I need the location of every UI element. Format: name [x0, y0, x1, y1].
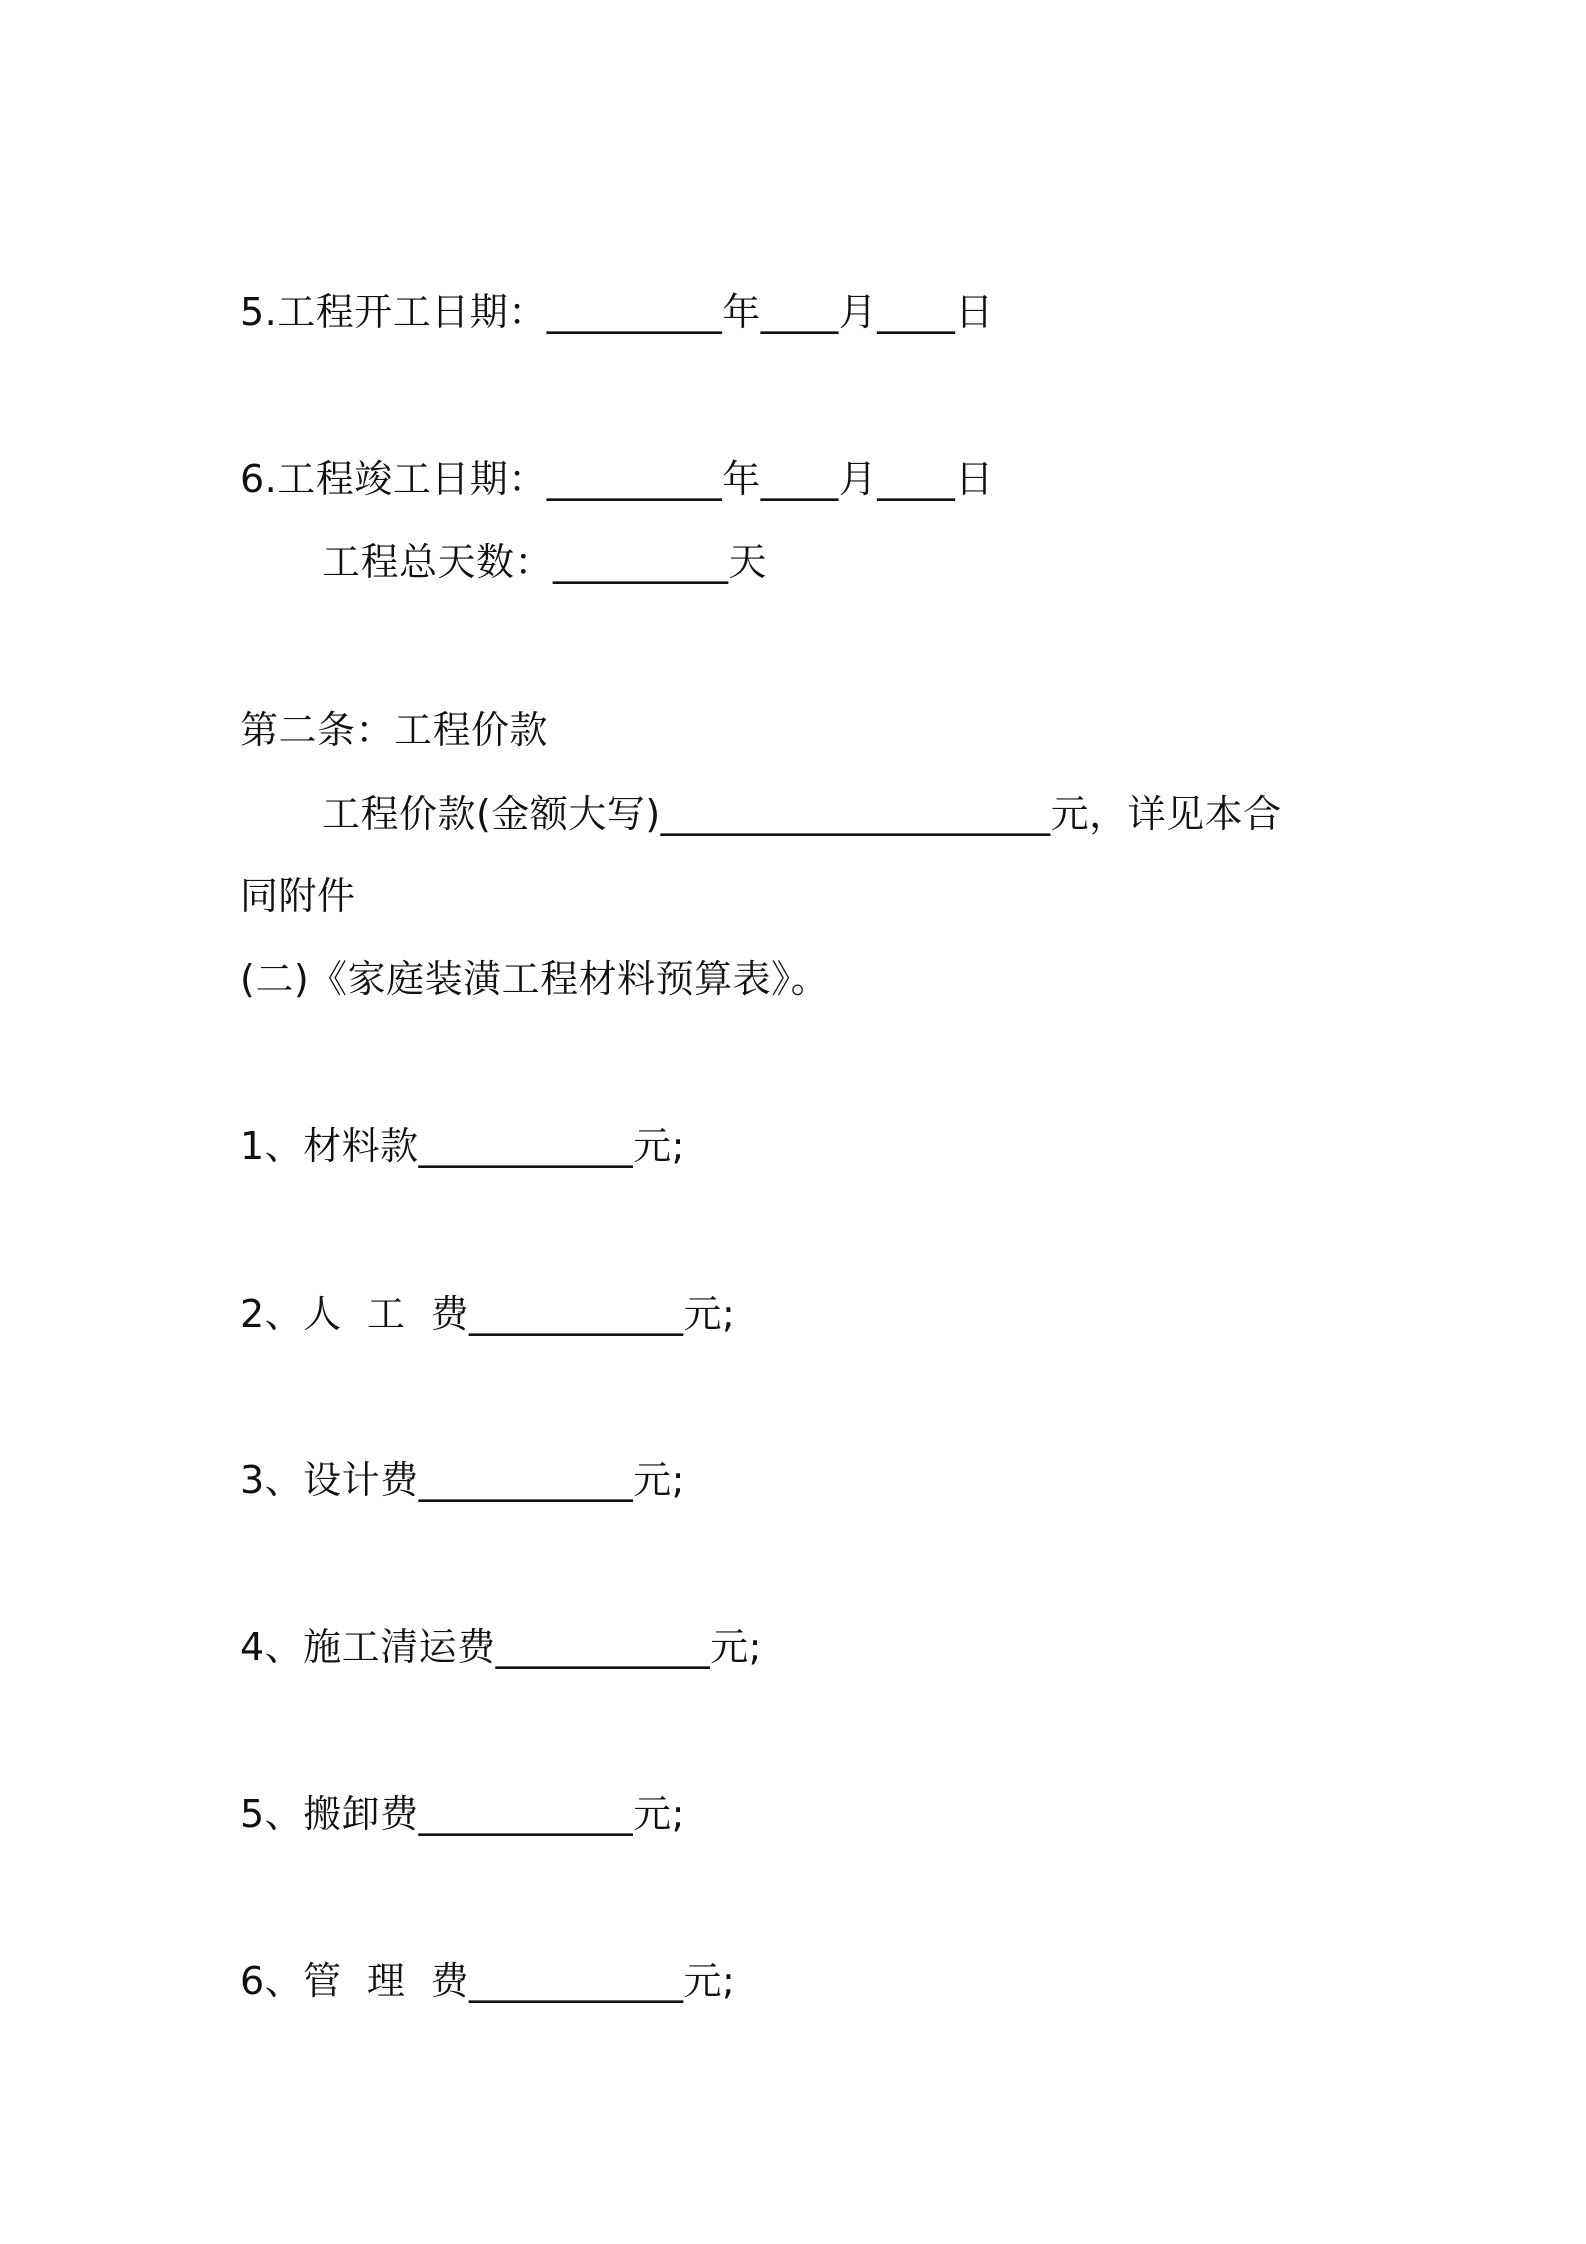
cost-item-materials: 1、材料款___________元; — [240, 1124, 685, 1168]
total-days-line: 工程总天数：_________天 — [322, 540, 768, 584]
cost-item-design: 3、设计费___________元; — [240, 1458, 685, 1502]
cost-item-moving: 5、搬卸费___________元; — [240, 1792, 685, 1836]
cost-item-labor: 2、人 工 费___________元; — [240, 1292, 736, 1336]
completion-date-line: 6.工程竣工日期：_________年____月____日 — [240, 457, 994, 501]
project-price-continuation: 同附件 — [240, 874, 356, 918]
project-price-line: 工程价款(金额大写)____________________元，详见本合 — [322, 792, 1282, 836]
materials-budget-title: (二)《家庭装潢工程材料预算表》。 — [240, 957, 830, 1001]
cost-item-management: 6、管 理 费___________元; — [240, 1959, 736, 2003]
cost-item-cleanup: 4、施工清运费___________元; — [240, 1625, 762, 1669]
article-two-heading: 第二条：工程价款 — [240, 708, 549, 752]
start-date-line: 5.工程开工日期：_________年____月____日 — [240, 290, 994, 334]
